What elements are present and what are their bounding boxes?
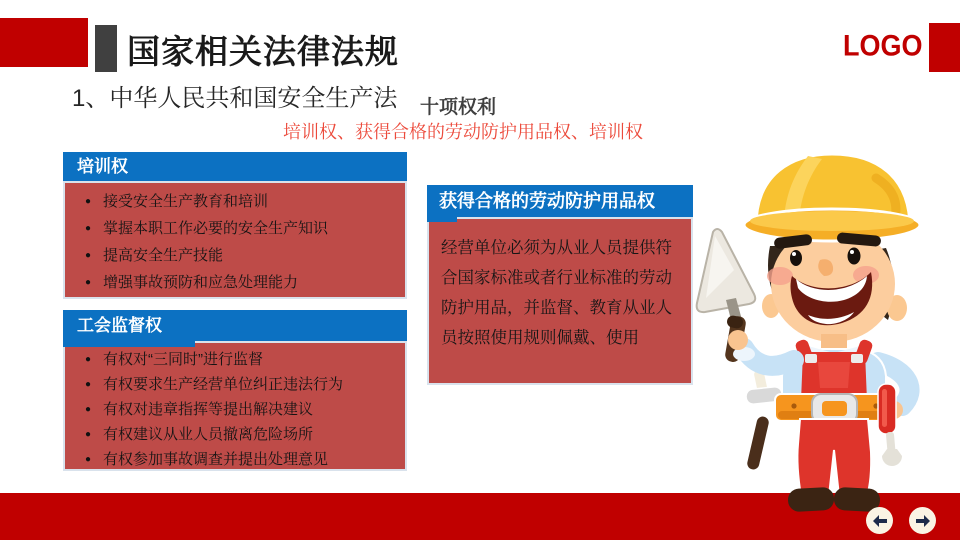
union-supervision-list xyxy=(79,347,397,472)
list-item: ● 有权要求生产经营单位纠正违法行为 xyxy=(79,372,397,397)
section-subheading: 培训权、获得合格的劳动防护用品权、培训权 xyxy=(283,122,643,142)
panel-training-rights-body xyxy=(63,181,407,299)
panel-protective-equipment-body xyxy=(427,217,693,385)
panel-union-supervision-rights xyxy=(63,310,407,471)
next-slide-button[interactable] xyxy=(909,507,936,534)
list-item: ● 提高安全生产技能 xyxy=(79,242,397,269)
header-red-accent-bar xyxy=(0,18,88,67)
construction-worker-svg xyxy=(682,148,960,516)
section-heading: 十项权利 xyxy=(420,97,497,118)
list-item: ● 接受安全生产教育和培训 xyxy=(79,188,397,215)
panel-training-rights xyxy=(63,152,407,299)
slide-title: 国家相关法律法规 xyxy=(127,33,399,70)
list-item: ● 有权参加事故调查并提出处理意见 xyxy=(79,447,397,472)
header-gray-accent-bar xyxy=(95,25,117,72)
arrow-left-icon xyxy=(872,514,888,528)
panel-protective-equipment-title: 获得合格的劳动防护用品权 xyxy=(427,185,693,217)
arrow-right-icon xyxy=(915,514,931,528)
panel-training-rights-title: 培训权 xyxy=(63,152,407,181)
panel-union-supervision-title: 工会监督权 xyxy=(63,310,407,341)
panel-union-supervision-body xyxy=(63,341,407,471)
lesson-subtitle: 1、中华人民共和国安全生产法 xyxy=(72,85,398,112)
panel-header-tab xyxy=(427,217,457,222)
list-item: ● 掌握本职工作必要的安全生产知识 xyxy=(79,215,397,242)
panel-protective-equipment-rights xyxy=(427,185,693,385)
list-item: ● 有权对违章指挥等提出解决建议 xyxy=(79,397,397,422)
construction-worker-illustration xyxy=(682,148,960,516)
logo-text: LOGO xyxy=(843,29,923,63)
training-rights-list xyxy=(79,188,397,296)
list-item: ● 增强事故预防和应急处理能力 xyxy=(79,269,397,296)
list-item: ● 有权对“三同时”进行监督 xyxy=(79,347,397,372)
prev-slide-button[interactable] xyxy=(866,507,893,534)
panel-paragraph: 经营单位必须为从业人员提供符合国家标准或者行业标准的劳动防护用品，并监督、教育从业人员按照使用规则佩戴、使用 xyxy=(441,239,672,347)
logo-red-square xyxy=(929,23,960,72)
list-item: ● 有权建议从业人员撤离危险场所 xyxy=(79,422,397,447)
panel-header-tab xyxy=(63,341,195,347)
